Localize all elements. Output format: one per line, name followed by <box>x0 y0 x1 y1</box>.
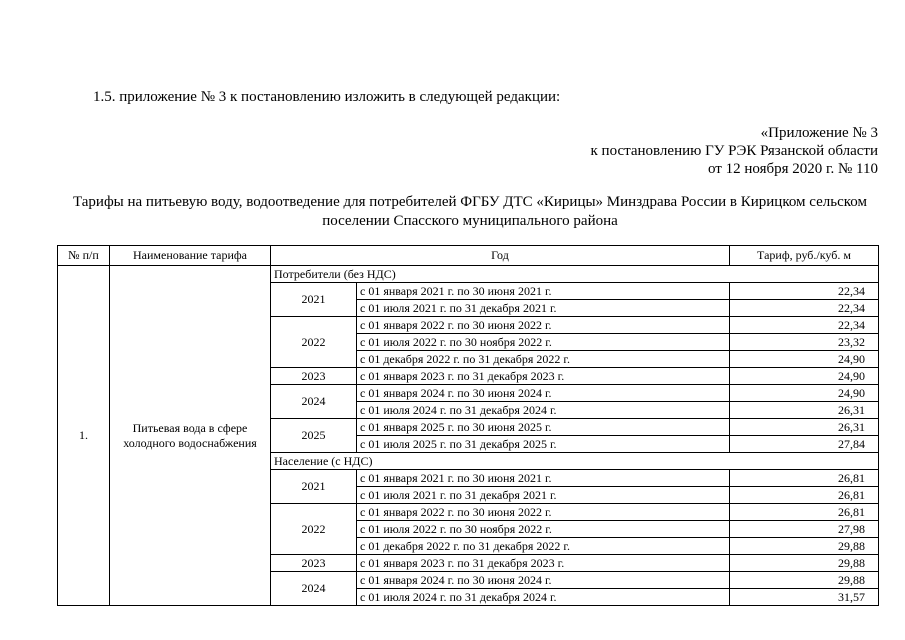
year-cell: 2025 <box>271 419 357 453</box>
tariff-value-cell: 24,90 <box>730 385 879 402</box>
period-cell: с 01 января 2022 г. по 30 июня 2022 г. <box>357 504 730 521</box>
header-tariff-name: Наименование тарифа <box>110 246 271 266</box>
title-line-2: поселении Спасского муниципального района <box>322 213 618 229</box>
tariff-value-cell: 26,81 <box>730 487 879 504</box>
period-cell: с 01 января 2021 г. по 30 июня 2021 г. <box>357 283 730 300</box>
period-cell: с 01 декабря 2022 г. по 31 декабря 2022 г. <box>357 538 730 555</box>
tariff-value-cell: 26,31 <box>730 419 879 436</box>
period-cell: с 01 июля 2025 г. по 31 декабря 2025 г. <box>357 436 730 453</box>
title-line-1: Тарифы на питьевую воду, водоотведение для потребителей ФГБУ ДТС «Кирицы» Минздрава России в Кирицком сельском <box>72 194 868 210</box>
document-title <box>40 193 900 231</box>
year-cell: 2021 <box>271 470 357 504</box>
table-body <box>58 266 879 606</box>
period-cell: с 01 июля 2022 г. по 30 ноября 2022 г. <box>357 334 730 351</box>
appendix-reference <box>591 124 878 178</box>
table-header-row <box>58 246 879 266</box>
period-cell: с 01 января 2024 г. по 30 июня 2024 г. <box>357 385 730 402</box>
tariff-value-cell: 29,88 <box>730 538 879 555</box>
period-cell: с 01 января 2024 г. по 30 июня 2024 г. <box>357 572 730 589</box>
tariff-value-cell: 29,88 <box>730 572 879 589</box>
intro-paragraph: 1.5. приложение № 3 к постановлению изложить в следующей редакции: <box>93 89 561 105</box>
tariff-value-cell: 22,34 <box>730 317 879 334</box>
tariff-value-cell: 26,81 <box>730 470 879 487</box>
period-cell: с 01 июля 2024 г. по 31 декабря 2024 г. <box>357 589 730 606</box>
year-cell: 2024 <box>271 572 357 606</box>
period-cell: с 01 января 2025 г. по 30 июня 2025 г. <box>357 419 730 436</box>
tariff-name: Питьевая вода в сфере холодного водоснабжения <box>110 266 271 606</box>
year-cell: 2021 <box>271 283 357 317</box>
tariff-value-cell: 26,31 <box>730 402 879 419</box>
appendix-line-2: к постановлению ГУ РЭК Рязанской области <box>590 143 878 159</box>
tariff-value-cell: 24,90 <box>730 368 879 385</box>
tariff-value-cell: 24,90 <box>730 351 879 368</box>
table-row <box>58 266 879 283</box>
year-cell: 2022 <box>271 504 357 555</box>
tariff-value-cell: 23,32 <box>730 334 879 351</box>
period-cell: с 01 июля 2021 г. по 31 декабря 2021 г. <box>357 487 730 504</box>
tariff-table <box>57 245 879 606</box>
tariff-value-cell: 29,88 <box>730 555 879 572</box>
year-cell: 2023 <box>271 368 357 385</box>
tariff-value-cell: 22,34 <box>730 300 879 317</box>
header-tariff-value: Тариф, руб./куб. м <box>730 246 879 266</box>
tariff-value-cell: 22,34 <box>730 283 879 300</box>
appendix-line-3: от 12 ноября 2020 г. № 110 <box>708 161 878 177</box>
header-year: Год <box>271 246 730 266</box>
period-cell: с 01 июля 2024 г. по 31 декабря 2024 г. <box>357 402 730 419</box>
year-cell: 2022 <box>271 317 357 368</box>
appendix-line-1: «Приложение № 3 <box>760 125 878 141</box>
period-cell: с 01 января 2022 г. по 30 июня 2022 г. <box>357 317 730 334</box>
row-number: 1. <box>58 266 110 606</box>
tariff-value-cell: 27,84 <box>730 436 879 453</box>
header-number: № п/п <box>58 246 110 266</box>
tariff-value-cell: 26,81 <box>730 504 879 521</box>
year-cell: 2023 <box>271 555 357 572</box>
group-label: Потребители (без НДС) <box>271 266 879 283</box>
period-cell: с 01 июля 2022 г. по 30 ноября 2022 г. <box>357 521 730 538</box>
tariff-value-cell: 27,98 <box>730 521 879 538</box>
period-cell: с 01 января 2023 г. по 31 декабря 2023 г. <box>357 555 730 572</box>
period-cell: с 01 января 2021 г. по 30 июня 2021 г. <box>357 470 730 487</box>
group-label: Население (с НДС) <box>271 453 879 470</box>
period-cell: с 01 июля 2021 г. по 31 декабря 2021 г. <box>357 300 730 317</box>
period-cell: с 01 января 2023 г. по 31 декабря 2023 г. <box>357 368 730 385</box>
period-cell: с 01 декабря 2022 г. по 31 декабря 2022 г. <box>357 351 730 368</box>
tariff-value-cell: 31,57 <box>730 589 879 606</box>
year-cell: 2024 <box>271 385 357 419</box>
